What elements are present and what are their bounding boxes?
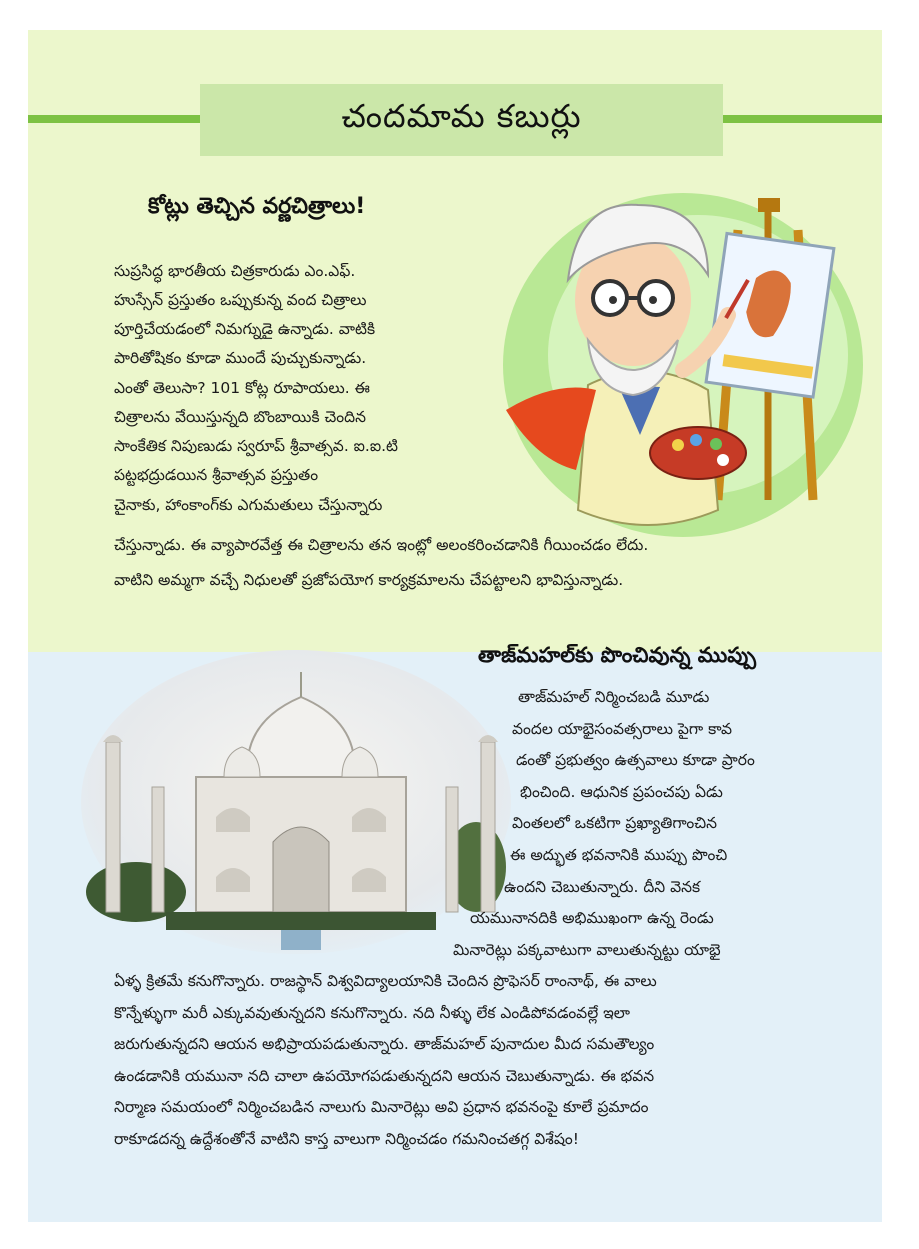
article2-line: యమునానదికి అభిముఖంగా ఉన్న రెండు	[470, 909, 714, 927]
article1-line: సుప్రసిద్ధ భారతీయ చిత్రకారుడు ఎం.ఎఫ్.	[114, 262, 356, 280]
article2-line: కొన్నేళ్ళుగా మరీ ఎక్కువవుతున్నదని కనుగొన్నారు. నది నీళ్ళు లేక ఎండిపోవడంవల్లే ఇలా	[114, 1004, 631, 1022]
article1-line: పట్టభద్రుడయిన శ్రీవాత్సవ ప్రస్తుతం	[114, 466, 319, 484]
article1-line: చైనాకు, హాంకాంగ్‌కు ఎగుమతులు చేస్తున్నారు	[114, 496, 383, 514]
article1-line: సాంకేతిక నిపుణుడు స్వరూప్ శ్రీవాత్సవ. ఐ.ఐ.టి	[114, 437, 399, 455]
article1-line: పూర్తిచేయడంలో నిమగ్నుడై ఉన్నాడు. వాటికి	[114, 320, 376, 338]
article2-line: ఉందని చెబుతున్నారు. దీని వెనక	[504, 878, 701, 896]
article2-body	[28, 30, 882, 1222]
magazine-page	[28, 30, 882, 1222]
article2-line: నిర్మాణ సమయంలో నిర్మించబడిన నాలుగు మినారెట్లు అవి ప్రధాన భవనంపై కూలే ప్రమాదం	[114, 1098, 649, 1116]
article1-line: పారితోషికం కూడా ముందే పుచ్చుకున్నాడు.	[114, 349, 367, 367]
article2-line: డంతో ప్రభుత్వం ఉత్సవాలు కూడా ప్రారం	[516, 751, 755, 769]
article1-line: వాటిని అమ్మగా వచ్చే నిధులతో ప్రజోపయోగ కార్యక్రమాలను చేపట్టాలని భావిస్తున్నాడు.	[114, 571, 624, 589]
article2-line: ఈ అద్భుత భవనానికి ముప్పు పొంచి	[510, 846, 728, 864]
article2-line: ఏళ్ళ క్రితమే కనుగొన్నారు. రాజస్థాన్ విశ్వవిద్యాలయానికి చెందిన ప్రొఫెసర్ రాంనాథ్, ఈ వాలు	[114, 972, 657, 990]
article1-line: చేస్తున్నాడు. ఈ వ్యాపారవేత్త ఈ చిత్రాలను తన ఇంట్లో అలంకరించడానికి గీయించడం లేదు.	[114, 536, 649, 554]
article2-line: తాజ్‌మహల్ నిర్మించబడి మూడు	[518, 688, 710, 706]
article1-line: ఎంతో తెలుసా? 101 కోట్ల రూపాయలు. ఈ	[114, 379, 370, 397]
article2-line: భించింది. ఆధునిక ప్రపంచపు ఏడు	[520, 783, 723, 801]
article1-line: చిత్రాలను వేయిస్తున్నది బొంబాయికి చెందిన	[114, 408, 366, 426]
article1-headline: కోట్లు తెచ్చిన వర్ణచిత్రాలు!	[148, 194, 366, 219]
article2-headline: తాజ్‌మహల్‌కు పొంచివున్న ముప్పు	[478, 643, 757, 667]
article2-line: ఉండడానికి యమునా నది చాలా ఉపయోగపడుతున్నదని ఆయన చెబుతున్నాడు. ఈ భవన	[114, 1067, 655, 1085]
article2-line: జరుగుతున్నదని ఆయన అభిప్రాయపడుతున్నారు. తాజ్‌మహల్ పునాదుల మీద సమతౌల్యం	[114, 1035, 655, 1053]
article2-line: వందల యాభైసంవత్సరాలు పైగా కావ	[512, 720, 733, 738]
article2-line: మినారెట్లు పక్కవాటుగా వాలుతున్నట్టు యాభై	[453, 941, 721, 959]
article2-line: వింతలలో ఒకటిగా ప్రఖ్యాతిగాంచిన	[512, 814, 718, 832]
article1-line: హుస్సేన్ ప్రస్తుతం ఒప్పుకున్న వంద చిత్రాలు	[114, 291, 367, 309]
article2-line: రాకూడదన్న ఉద్దేశంతోనే వాటిని కాస్త వాలుగా నిర్మించడం గమనించతగ్గ విశేషం!	[114, 1130, 579, 1148]
page-title: చందమామ కబుర్లు	[341, 97, 582, 135]
